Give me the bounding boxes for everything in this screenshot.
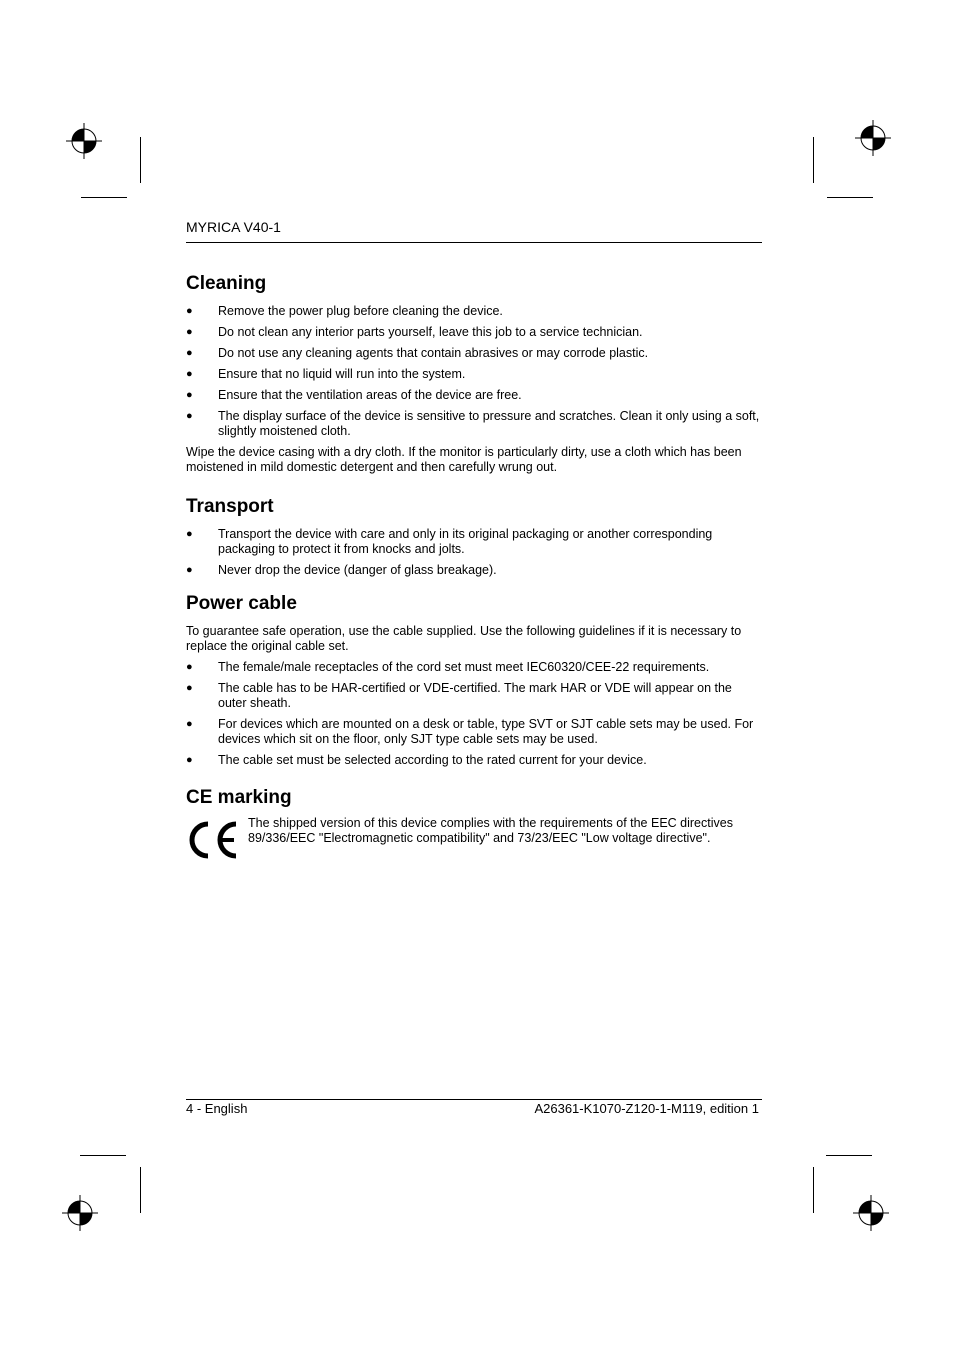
bullet-icon: ● bbox=[186, 389, 193, 401]
list-item: ● Do not clean any interior parts yourself, leave this job to a service technician. bbox=[186, 325, 643, 339]
bullet-list bbox=[186, 660, 762, 768]
registration-mark-icon bbox=[62, 1195, 98, 1231]
crop-mark bbox=[813, 1167, 814, 1213]
crop-mark bbox=[827, 197, 873, 198]
page-content bbox=[186, 272, 762, 876]
list-item: ● The cable has to be HAR-certified or VDE-certified. The mark HAR or VDE will appear on the outer sheath. bbox=[186, 681, 732, 710]
bullet-list bbox=[186, 527, 762, 578]
list-item: ● The cable set must be selected according to the rated current for your device. bbox=[186, 753, 647, 767]
list-item: ● Ensure that no liquid will run into the system. bbox=[186, 367, 466, 381]
transport-section bbox=[186, 495, 762, 578]
crop-mark bbox=[80, 1155, 126, 1156]
footer-rule bbox=[186, 1099, 762, 1100]
section-heading: Transport bbox=[186, 496, 274, 517]
bullet-icon: ● bbox=[186, 528, 193, 540]
bullet-icon: ● bbox=[186, 305, 193, 317]
section-heading: Power cable bbox=[186, 593, 297, 614]
ce-description: The shipped version of this device complies with the requirements of the EEC directives 89/336/EEC "Electromagnetic compatibility" and 73/23/EEC "Low voltage directive". bbox=[248, 816, 733, 845]
ce-marking-section bbox=[186, 786, 762, 862]
crop-mark bbox=[140, 1167, 141, 1213]
bullet-icon: ● bbox=[186, 564, 193, 576]
crop-mark bbox=[81, 197, 127, 198]
list-item: ● The female/male receptacles of the cord set must meet IEC60320/CEE-22 requirements. bbox=[186, 660, 710, 674]
power-cable-section bbox=[186, 592, 762, 768]
list-item: ● Remove the power plug before cleaning the device. bbox=[186, 304, 503, 318]
registration-mark-icon bbox=[66, 123, 102, 159]
list-item: ● Do not use any cleaning agents that contain abrasives or may corrode plastic. bbox=[186, 346, 649, 360]
body-paragraph: Wipe the device casing with a dry cloth. If the monitor is particularly dirty, use a cloth which has been moistened in mild domestic detergent and then carefully wrung out. bbox=[186, 445, 742, 474]
running-header: MYRICA V40-1 bbox=[186, 219, 281, 235]
section-heading: Cleaning bbox=[186, 273, 267, 294]
list-item: ● Transport the device with care and only in its original packaging or another corresponding packaging to protect it from knocks and jolts. bbox=[186, 527, 713, 556]
header-rule bbox=[186, 242, 762, 243]
list-item: ● Never drop the device (danger of glass breakage). bbox=[186, 563, 497, 577]
bullet-icon: ● bbox=[186, 661, 193, 673]
bullet-icon: ● bbox=[186, 718, 193, 730]
bullet-icon: ● bbox=[186, 754, 193, 766]
bullet-icon: ● bbox=[186, 682, 193, 694]
ce-row bbox=[186, 818, 762, 862]
registration-mark-icon bbox=[853, 1195, 889, 1231]
bullet-icon: ● bbox=[186, 347, 193, 359]
crop-mark bbox=[813, 137, 814, 183]
crop-mark bbox=[140, 137, 141, 183]
bullet-icon: ● bbox=[186, 410, 193, 422]
body-paragraph: To guarantee safe operation, use the cable supplied. Use the following guidelines if it is necessary to replace the original cable set. bbox=[186, 624, 742, 653]
registration-mark-icon bbox=[855, 120, 891, 156]
bullet-icon: ● bbox=[186, 326, 193, 338]
cleaning-section bbox=[186, 272, 762, 475]
list-item: ● For devices which are mounted on a desk or table, type SVT or SJT cable sets may be used. For devices which sit on the floor, only SJT type cable sets may be used. bbox=[186, 717, 754, 746]
page-number: 4 - English bbox=[186, 1101, 248, 1116]
crop-mark bbox=[826, 1155, 872, 1156]
bullet-list bbox=[186, 304, 762, 439]
section-heading: CE marking bbox=[186, 787, 292, 808]
document-code: A26361-K1070-Z120-1-M119, edition 1 bbox=[534, 1101, 759, 1116]
bullet-icon: ● bbox=[186, 368, 193, 380]
list-item: ● The display surface of the device is sensitive to pressure and scratches. Clean it only using a soft, slightly moistened cloth. bbox=[186, 409, 760, 438]
ce-mark-icon bbox=[186, 818, 240, 862]
list-item: ● Ensure that the ventilation areas of the device are free. bbox=[186, 388, 522, 402]
